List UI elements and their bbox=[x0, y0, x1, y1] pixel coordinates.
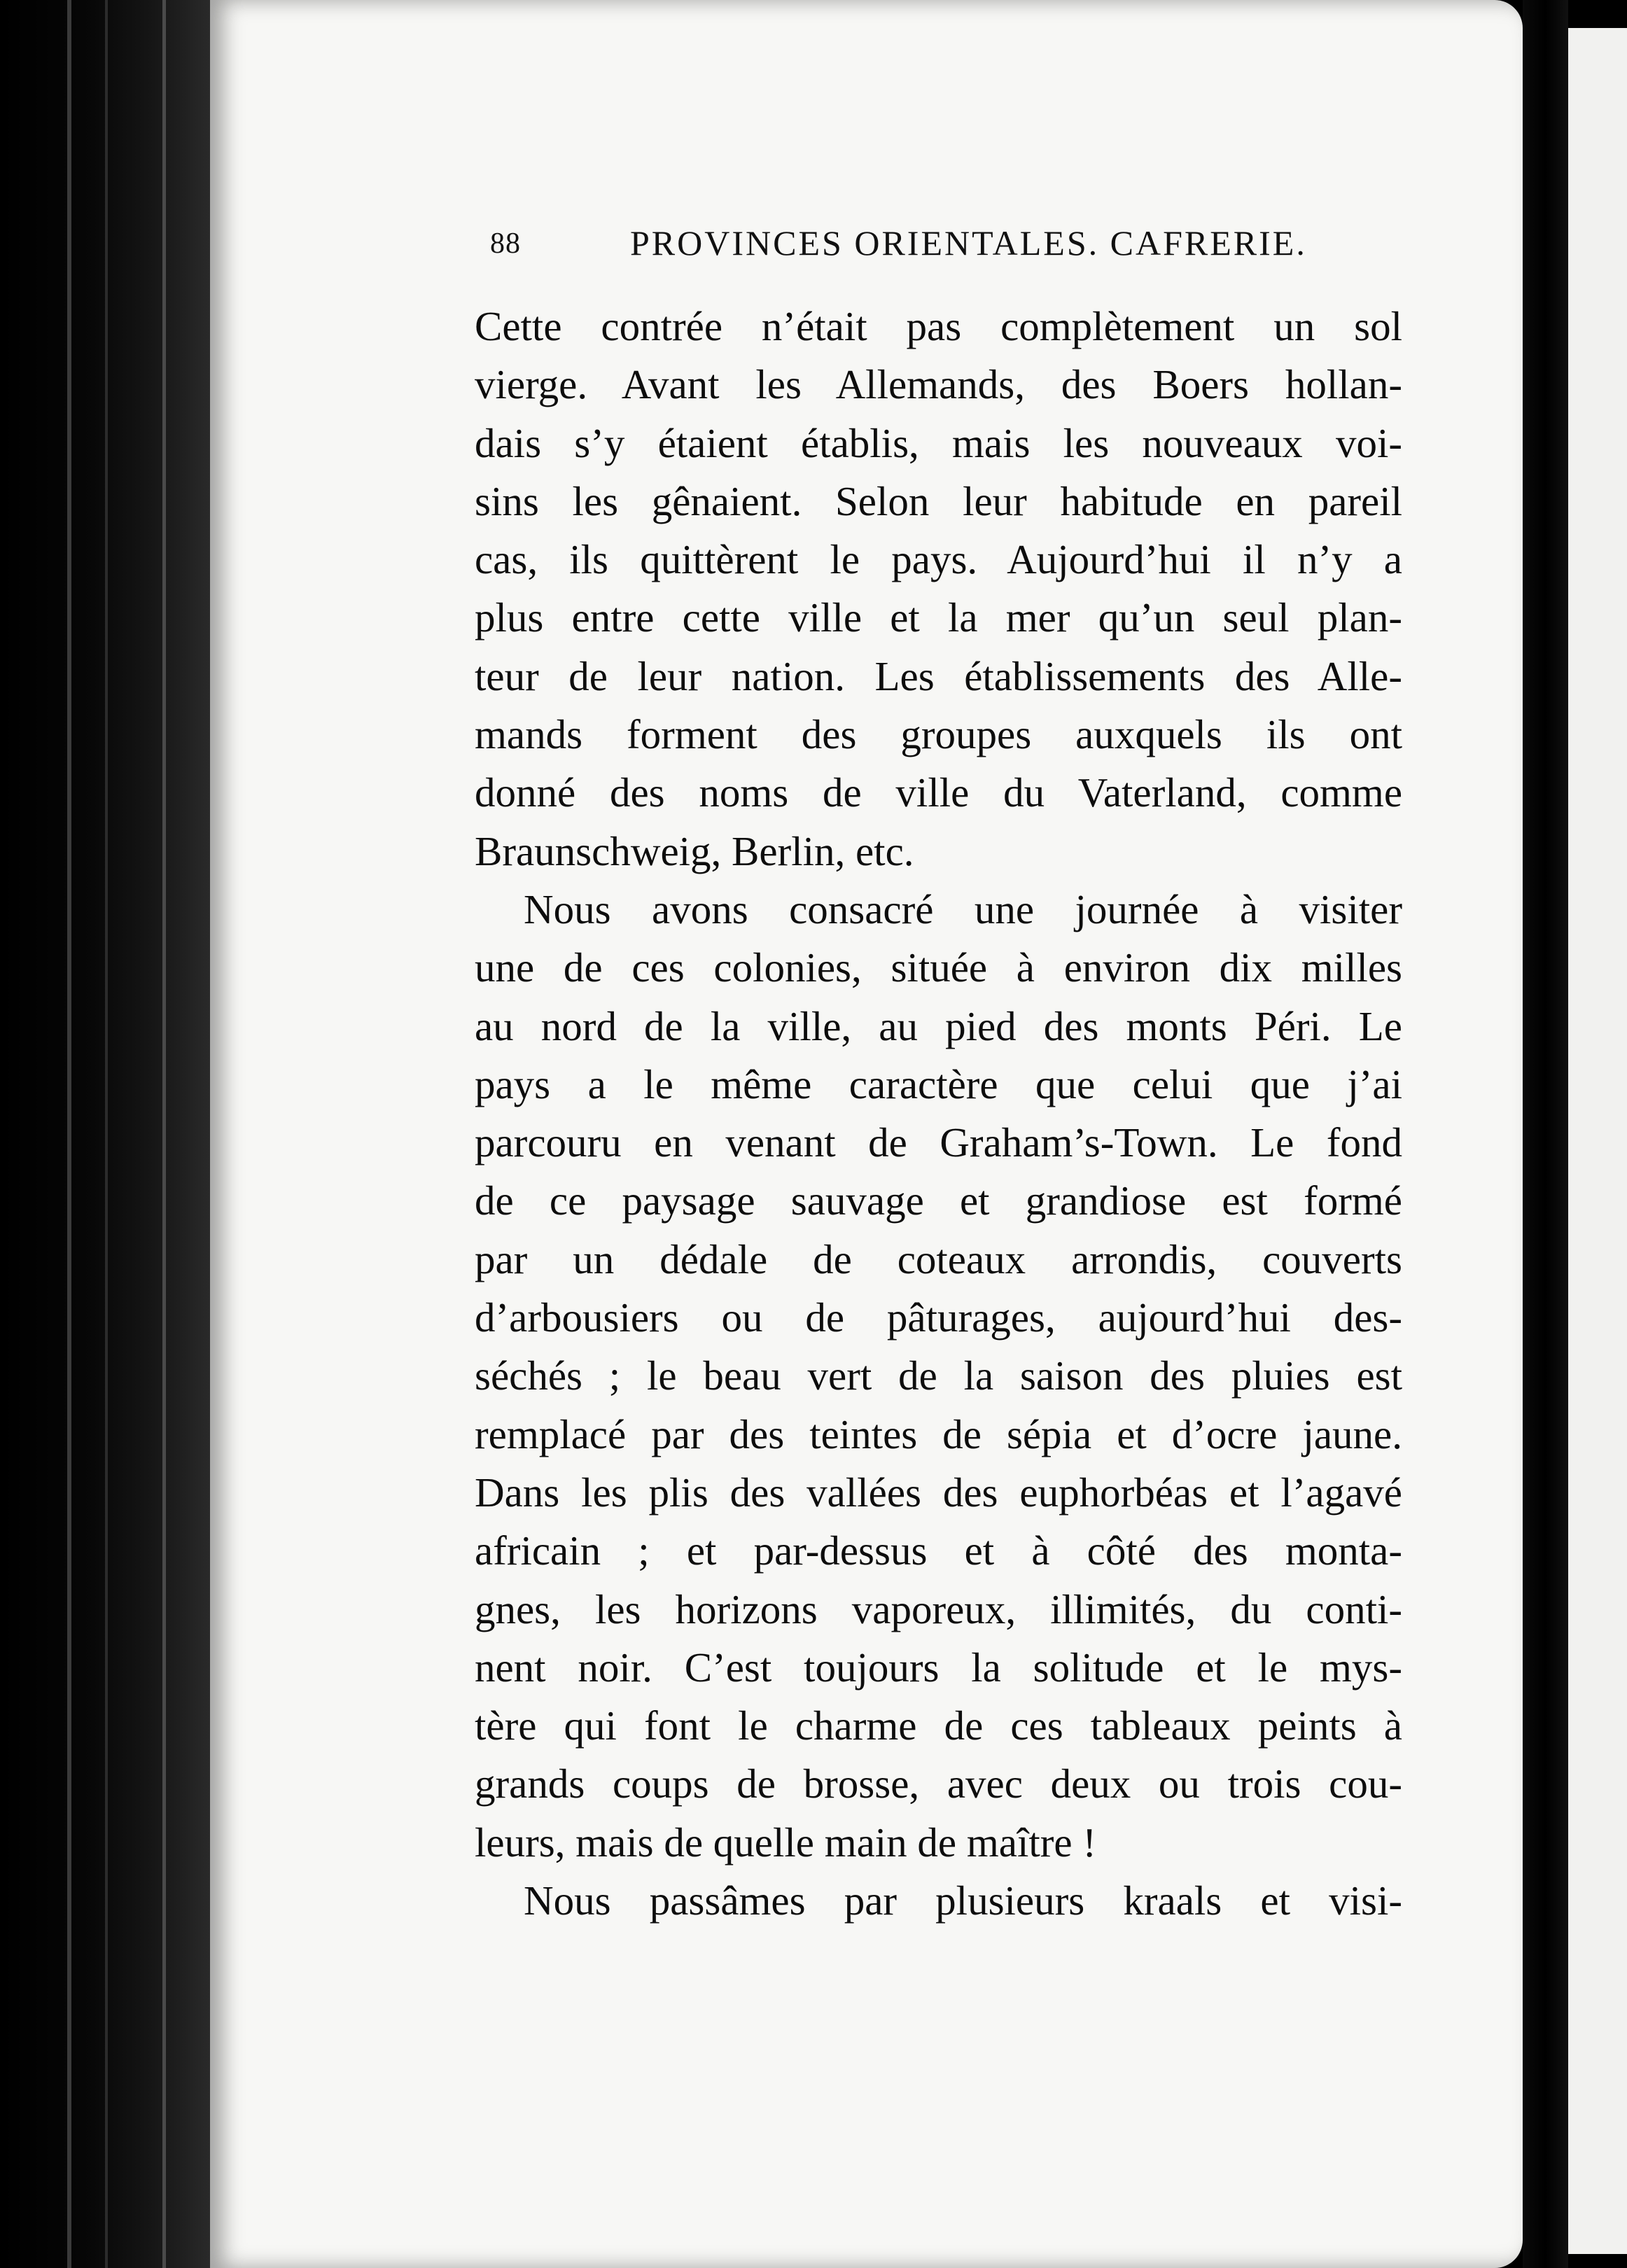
text-line: parcouru en venant de Graham’s-Town. Le fond bbox=[475, 1119, 1402, 1166]
paragraph bbox=[475, 298, 1402, 881]
text-line: vierge. Avant les Allemands, des Boers hollan- bbox=[475, 361, 1402, 408]
text-line: cas, ils quittèrent le pays. Aujourd’hui il n’y a bbox=[475, 536, 1402, 583]
text-line: africain ; et par-dessus et à côté des monta- bbox=[475, 1527, 1402, 1574]
text-line: nent noir. C’est toujours la solitude et le mys- bbox=[475, 1644, 1402, 1690]
next-page-edge bbox=[1568, 28, 1627, 2254]
text-line: Braunschweig, Berlin, etc. bbox=[475, 827, 914, 874]
text-line: donné des noms de ville du Vaterland, comme bbox=[475, 769, 1402, 816]
text-line: sins les gênaient. Selon leur habitude en pareil bbox=[475, 477, 1402, 524]
text-line: dais s’y étaient établis, mais les nouveaux voi- bbox=[475, 419, 1402, 466]
text-line: au nord de la ville, au pied des monts Péri. Le bbox=[475, 1002, 1402, 1049]
text-line: mands forment des groupes auxquels ils ont bbox=[475, 711, 1402, 758]
paragraph bbox=[475, 1872, 1402, 1930]
text-line: une de ces colonies, située à environ dix milles bbox=[475, 944, 1402, 991]
text-line: teur de leur nation. Les établissements des Alle- bbox=[475, 652, 1402, 699]
page-header bbox=[490, 223, 1307, 279]
text-line: remplacé par des teintes de sépia et d’ocre jaune. bbox=[475, 1410, 1402, 1457]
text-line: Cette contrée n’était pas complètement un sol bbox=[475, 303, 1402, 349]
page-number: 88 bbox=[490, 227, 521, 260]
paragraph bbox=[475, 881, 1402, 1872]
spine-edge-line bbox=[67, 0, 71, 2268]
text-line: séchés ; le beau vert de la saison des pluies est bbox=[475, 1352, 1402, 1399]
text-line: gnes, les horizons vaporeux, illimités, du conti- bbox=[475, 1586, 1402, 1632]
text-line: pays a le même caractère que celui que j’ai bbox=[475, 1060, 1402, 1107]
page-gutter-shadow bbox=[1523, 0, 1568, 2268]
text-line: tère qui font le charme de ces tableaux peints à bbox=[475, 1702, 1402, 1749]
spine-edge-line bbox=[162, 0, 166, 2268]
running-title: PROVINCES ORIENTALES. CAFRERIE. bbox=[630, 223, 1307, 262]
text-line: par un dédale de coteaux arrondis, couverts bbox=[475, 1236, 1402, 1282]
spine-edge-line bbox=[105, 0, 108, 2268]
body-text bbox=[475, 298, 1402, 1930]
text-line: leurs, mais de quelle main de maître ! bbox=[475, 1819, 1096, 1865]
text-line: Nous passâmes par plusieurs kraals et visi- bbox=[524, 1877, 1402, 1924]
text-line: grands coups de brosse, avec deux ou trois cou- bbox=[475, 1760, 1402, 1807]
text-line: Nous avons consacré une journée à visiter bbox=[524, 886, 1402, 932]
text-line: plus entre cette ville et la mer qu’un seul plan- bbox=[475, 594, 1402, 641]
text-line: de ce paysage sauvage et grandiose est formé bbox=[475, 1177, 1402, 1224]
text-line: d’arbousiers ou de pâturages, aujourd’hui des- bbox=[475, 1294, 1402, 1341]
text-line: Dans les plis des vallées des euphorbéas et l’agavé bbox=[475, 1469, 1402, 1516]
